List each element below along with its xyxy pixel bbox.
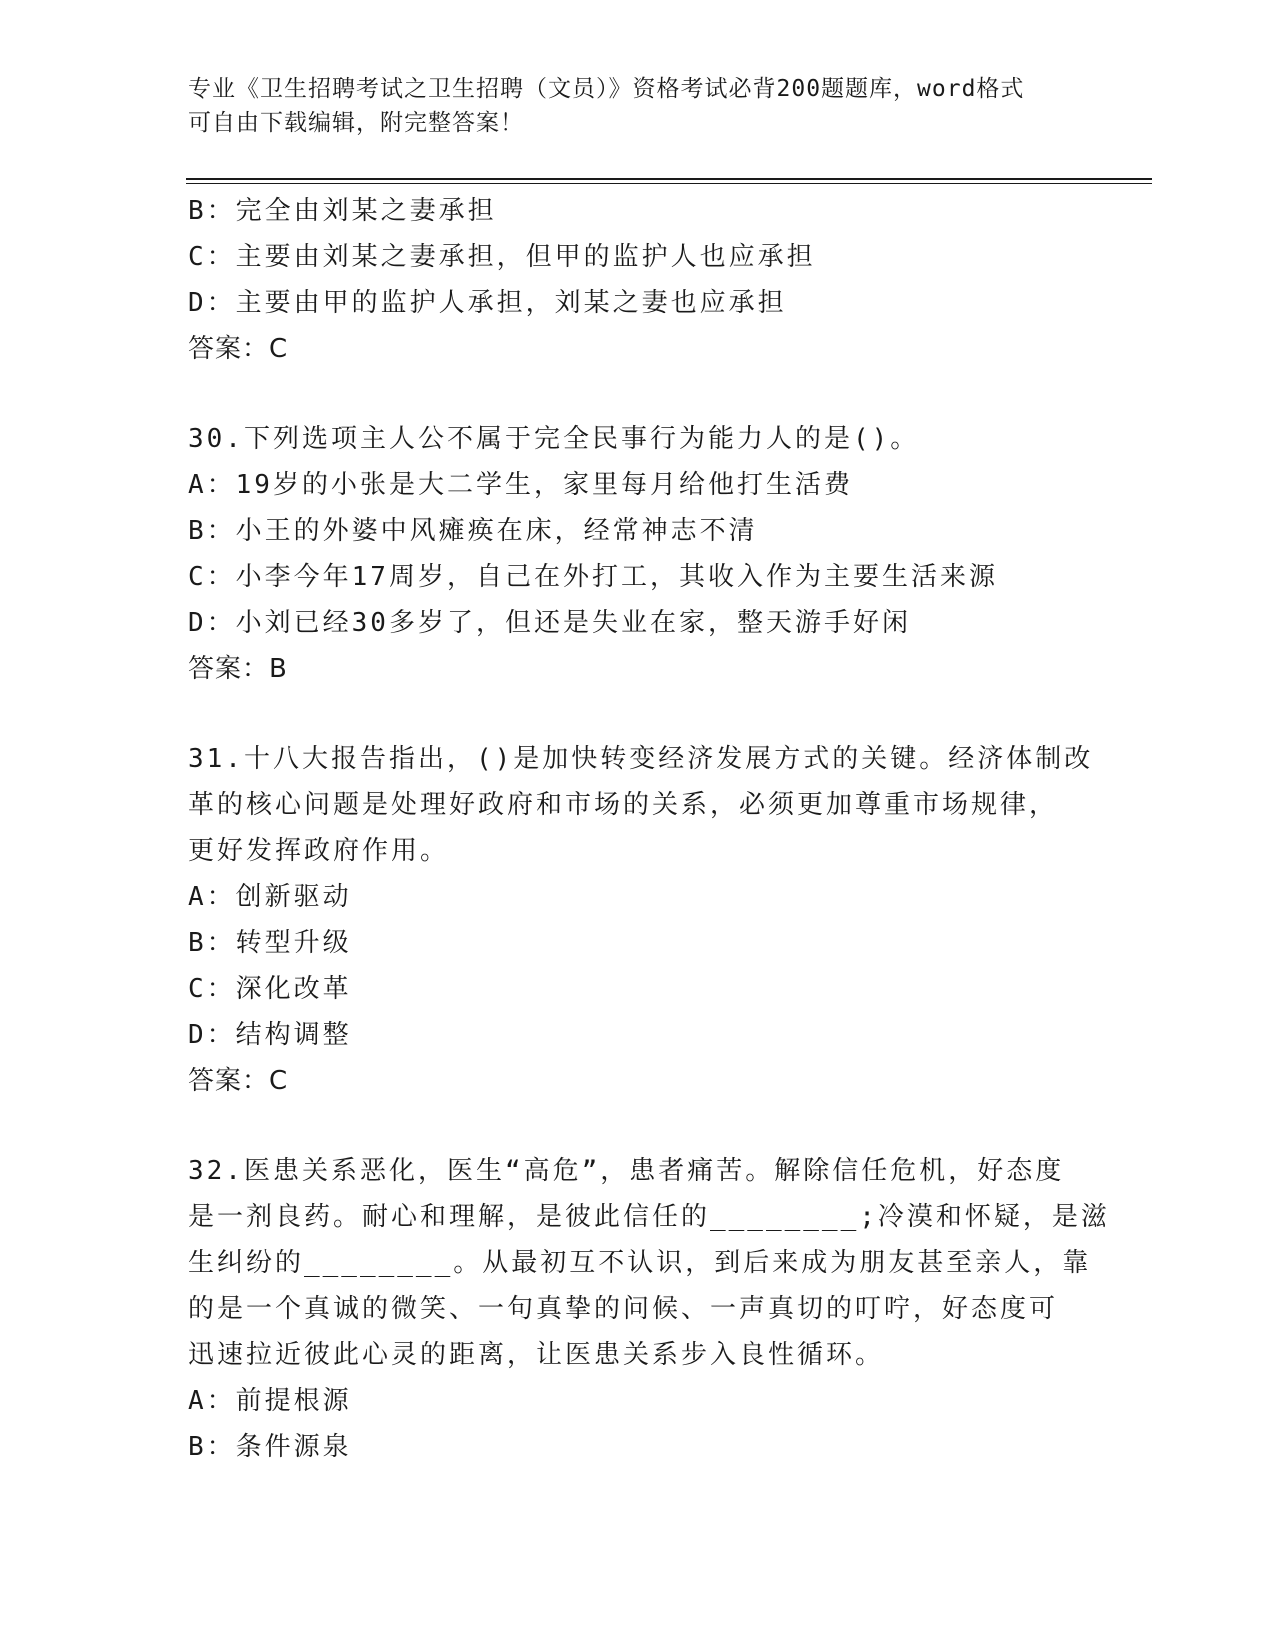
answer: 答案：C [188,1066,289,1096]
spacer [188,372,1088,416]
question-text: 31.十八大报告指出，()是加快转变经济发展方式的关键。经济体制改 [188,744,1094,774]
option-b: B：条件源泉 [188,1432,352,1462]
option-b: B：转型升级 [188,928,352,958]
option-a: A：前提根源 [188,1386,352,1416]
option-b: B：小王的外婆中风瘫痪在床，经常神志不清 [188,516,758,546]
question-32 [188,1148,1110,1470]
option-c: C：深化改革 [188,974,352,1004]
question-text: 更好发挥政府作用。 [188,836,450,866]
option-c: C：主要由刘某之妻承担，但甲的监护人也应承担 [188,242,816,272]
spacer [188,692,1088,736]
header-line-1: 专业《卫生招聘考试之卫生招聘（文员）》资格考试必背200题题库，word格式 [188,76,1025,102]
option-d: D：主要由甲的监护人承担，刘某之妻也应承担 [188,288,787,318]
header-rule-thin [186,183,1152,184]
option-b: B：完全由刘某之妻承担 [188,196,497,226]
document-header [188,72,1068,140]
answer: 答案：C [188,334,289,364]
header-line-2: 可自由下载编辑，附完整答案！ [188,110,524,136]
option-a: A：创新驱动 [188,882,352,912]
question-text: 的是一个真诚的微笑、一句真挚的问候、一声真切的叮咛，好态度可 [188,1294,1059,1324]
question-text: 是一剂良药。耐心和理解，是彼此信任的________;冷漠和怀疑，是滋 [188,1202,1110,1232]
question-31 [188,736,1094,1104]
question-text: 生纠纷的________。从最初互不认识，到后来成为朋友甚至亲人，靠 [188,1248,1092,1278]
option-c: C：小李今年17周岁，自己在外打工，其收入作为主要生活来源 [188,562,998,592]
question-text: 革的核心问题是处理好政府和市场的关系，必须更加尊重市场规律， [188,790,1059,820]
question-text: 32.医患关系恶化，医生“高危”，患者痛苦。解除信任危机，好态度 [188,1156,1065,1186]
option-d: D：结构调整 [188,1020,352,1050]
question-30 [188,416,1088,692]
question-29-continued [188,188,1088,372]
document-body [188,188,1110,1470]
option-d: D：小刘已经30多岁了，但还是失业在家，整天游手好闲 [188,608,911,638]
question-text: 迅速拉近彼此心灵的距离，让医患关系步入良性循环。 [188,1340,885,1370]
question-text: 30.下列选项主人公不属于完全民事行为能力人的是()。 [188,424,920,454]
option-a: A：19岁的小张是大二学生，家里每月给他打生活费 [188,470,853,500]
header-rule-thick [186,178,1152,180]
answer: 答案：B [188,654,288,684]
spacer [188,1104,1088,1148]
